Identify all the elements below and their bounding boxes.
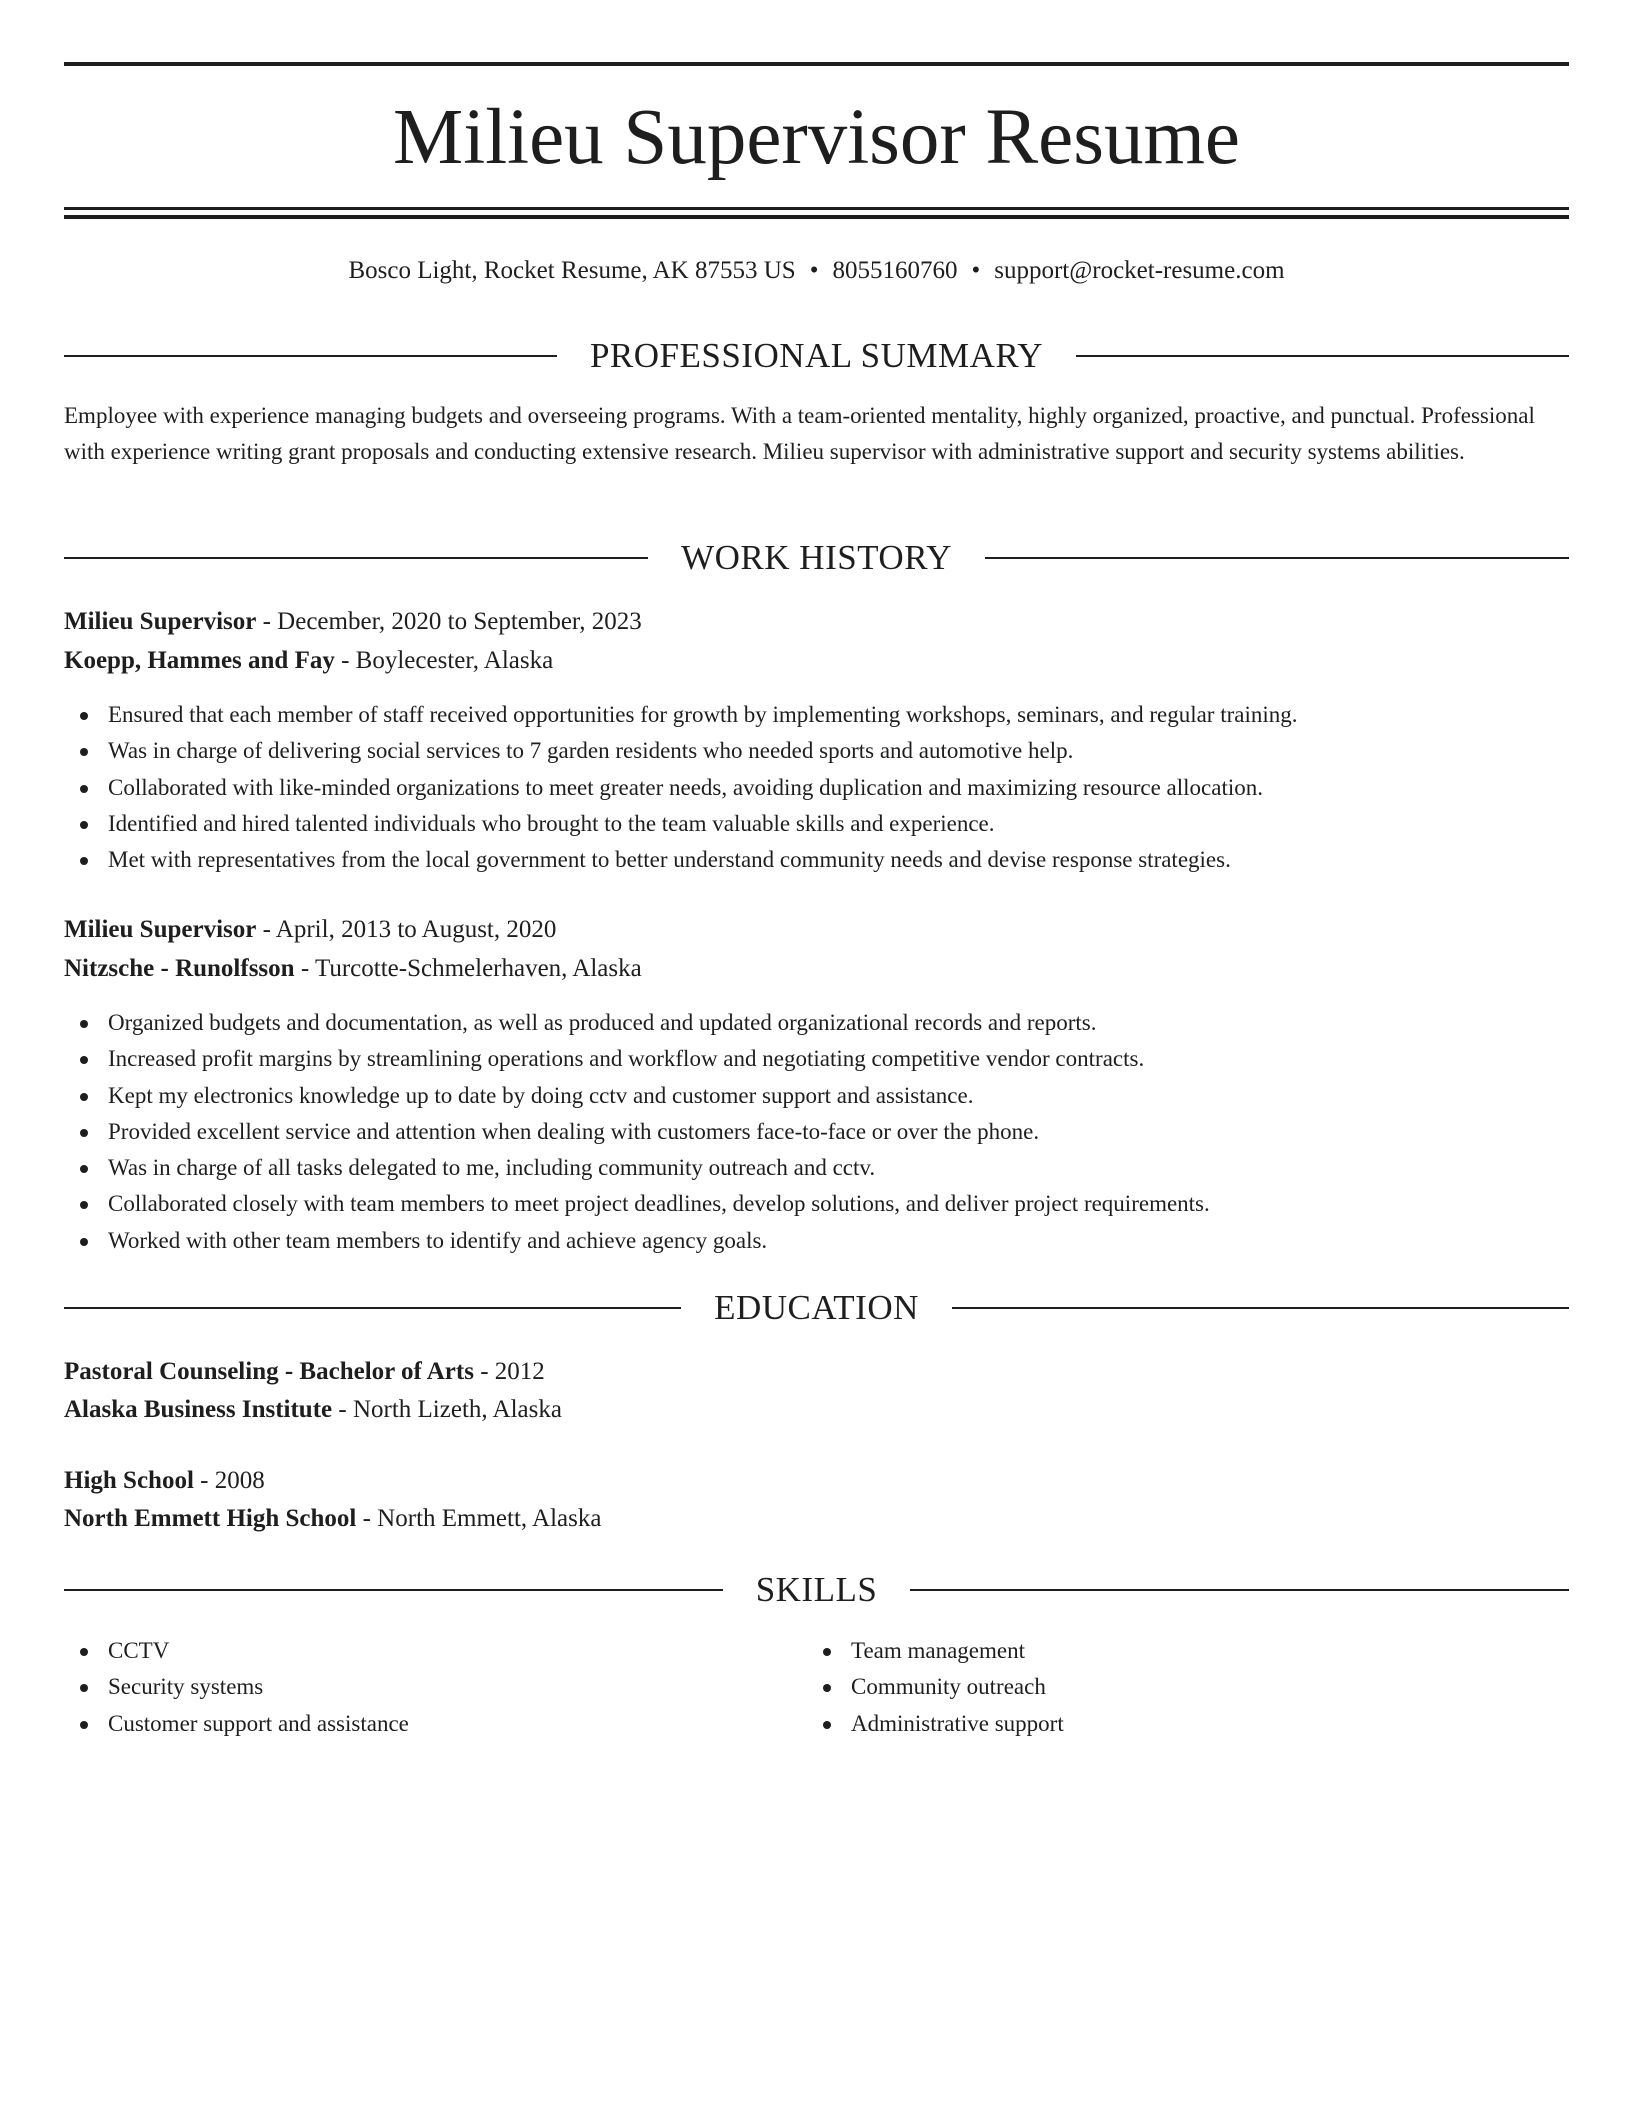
education-location: - North Lizeth, Alaska xyxy=(332,1396,562,1423)
list-item: Was in charge of delivering social services to 7 garden residents who needed sports and automotive help. xyxy=(64,733,1544,769)
list-item: Kept my electronics knowledge up to date by doing cctv and customer support and assistance. xyxy=(64,1078,1544,1114)
job-duties-list xyxy=(64,697,1544,878)
list-item: Met with representatives from the local government to better understand community needs and devise response strategies. xyxy=(64,842,1544,878)
skill-item: CCTV xyxy=(64,1633,764,1669)
section-heading-work xyxy=(64,536,1569,580)
contact-phone: 8055160760 xyxy=(832,257,958,284)
skills-list-left xyxy=(64,1633,764,1742)
contact-separator: • xyxy=(971,257,981,284)
education-degree-line xyxy=(64,1463,265,1499)
job-location: - Boylecester, Alaska xyxy=(334,647,554,674)
section-title: PROFESSIONAL SUMMARY xyxy=(589,336,1044,375)
section-title: WORK HISTORY xyxy=(681,538,952,577)
skill-item: Customer support and assistance xyxy=(64,1706,764,1742)
education-year: - 2012 xyxy=(473,1358,545,1385)
skill-item: Security systems xyxy=(64,1669,764,1705)
job-title-line xyxy=(64,912,556,948)
job-company: Nitzsche - Runolfsson xyxy=(64,955,295,982)
contact-line xyxy=(64,253,1569,289)
skills-list-right xyxy=(807,1633,1507,1742)
divider xyxy=(64,1307,681,1309)
list-item: Collaborated with like-minded organizations to meet greater needs, avoiding duplication and maximizing resource allocation. xyxy=(64,770,1544,806)
education-year: - 2008 xyxy=(193,1467,265,1494)
education-school: Alaska Business Institute xyxy=(64,1396,333,1423)
section-title: EDUCATION xyxy=(714,1288,919,1327)
list-item: Increased profit margins by streamlining operations and workflow and negotiating competitive vendor contracts. xyxy=(64,1041,1544,1077)
job-title: Milieu Supervisor xyxy=(64,608,257,635)
job-title: Milieu Supervisor xyxy=(64,916,257,943)
divider xyxy=(64,557,648,559)
header-top-rule xyxy=(64,62,1569,66)
skill-item: Team management xyxy=(807,1633,1507,1669)
resume-title: Milieu Supervisor Resume xyxy=(393,94,1240,181)
section-heading-education xyxy=(64,1286,1569,1330)
education-school-line xyxy=(64,1392,562,1428)
list-item: Worked with other team members to identify and achieve agency goals. xyxy=(64,1223,1544,1259)
header-bottom-rule-2 xyxy=(64,215,1569,219)
job-company-line xyxy=(64,643,553,679)
contact-separator: • xyxy=(809,257,819,284)
skill-item: Administrative support xyxy=(807,1706,1507,1742)
divider xyxy=(985,557,1569,559)
divider xyxy=(64,1589,723,1591)
education-location: - North Emmett, Alaska xyxy=(356,1505,602,1532)
job-duties-list xyxy=(64,1005,1544,1259)
divider xyxy=(952,1307,1569,1309)
education-degree: Pastoral Counseling - Bachelor of Arts xyxy=(64,1358,474,1385)
education-school-line xyxy=(64,1501,601,1537)
job-company: Koepp, Hammes and Fay xyxy=(64,647,335,674)
skill-item: Community outreach xyxy=(807,1669,1507,1705)
list-item: Was in charge of all tasks delegated to me, including community outreach and cctv. xyxy=(64,1150,1544,1186)
divider xyxy=(64,355,557,357)
divider xyxy=(910,1589,1569,1591)
section-title: SKILLS xyxy=(755,1570,878,1609)
job-dates: - April, 2013 to August, 2020 xyxy=(256,916,557,943)
job-location: - Turcotte-Schmelerhaven, Alaska xyxy=(294,955,642,982)
contact-email: support@rocket-resume.com xyxy=(994,257,1285,284)
job-dates: - December, 2020 to September, 2023 xyxy=(256,608,642,635)
section-heading-summary xyxy=(64,334,1569,378)
divider xyxy=(1076,355,1569,357)
education-school: North Emmett High School xyxy=(64,1505,357,1532)
list-item: Collaborated closely with team members to meet project deadlines, develop solutions, and deliver project requirements. xyxy=(64,1186,1544,1222)
education-degree: High School xyxy=(64,1467,194,1494)
list-item: Ensured that each member of staff received opportunities for growth by implementing workshops, seminars, and regular training. xyxy=(64,697,1544,733)
contact-address: Bosco Light, Rocket Resume, AK 87553 US xyxy=(348,257,796,284)
section-heading-skills xyxy=(64,1568,1569,1612)
list-item: Provided excellent service and attention when dealing with customers face-to-face or over the phone. xyxy=(64,1114,1544,1150)
education-degree-line xyxy=(64,1354,545,1390)
list-item: Identified and hired talented individuals who brought to the team valuable skills and experience. xyxy=(64,806,1544,842)
job-title-line xyxy=(64,604,642,640)
summary-text: Employee with experience managing budgets and overseeing programs. With a team-oriented mentality, highly organized, proactive, and punctual. Professional with experience writing grant proposals and conducting extensive research. Milieu supervisor with administrative support and security systems abilities. xyxy=(64,403,1535,464)
job-company-line xyxy=(64,951,642,987)
header-bottom-rule xyxy=(64,207,1569,210)
list-item: Organized budgets and documentation, as well as produced and updated organizational records and reports. xyxy=(64,1005,1544,1041)
